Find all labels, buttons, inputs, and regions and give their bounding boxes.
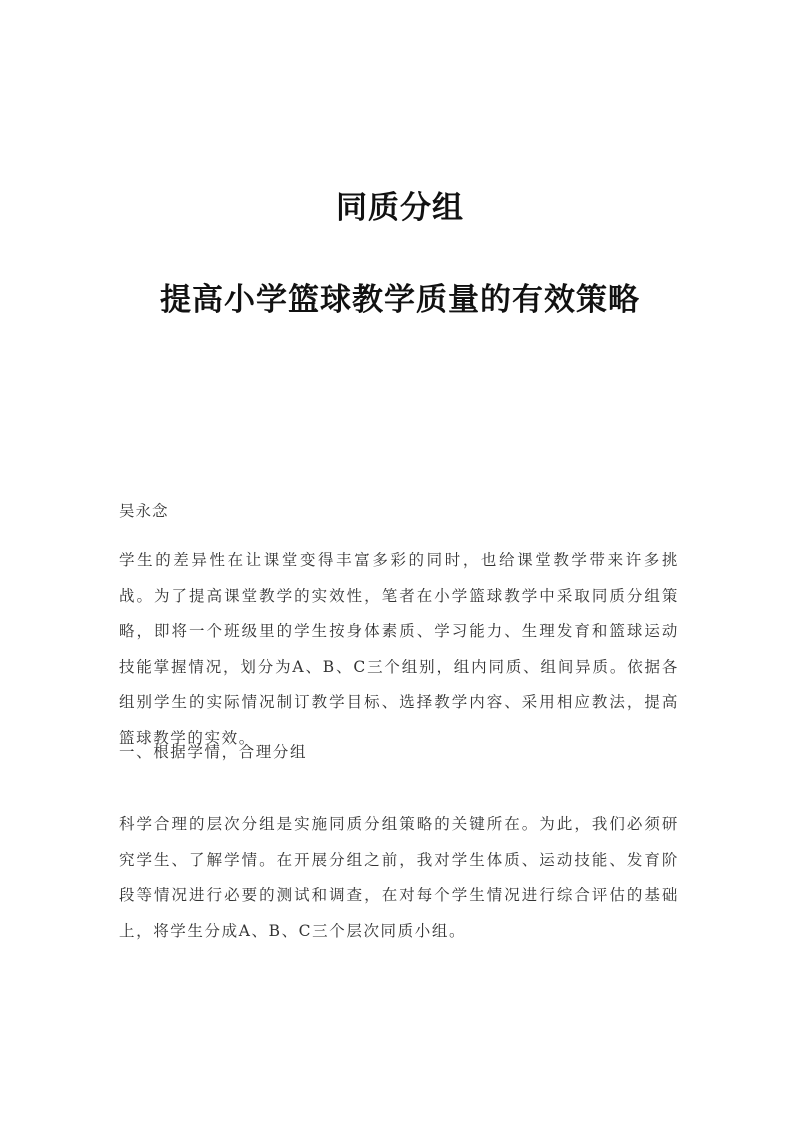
document-title: 同质分组 xyxy=(336,190,464,226)
document-subtitle: 提高小学篮球教学质量的有效策略 xyxy=(160,282,640,318)
section-heading: 一、根据学情，合理分组 xyxy=(119,743,308,761)
paragraph-intro: 学生的差异性在让课堂变得丰富多彩的同时，也给课堂教学带来许多挑战。为了提高课堂教学的实效性，笔者在小学篮球教学中采取同质分组策略，即将一个班级里的学生按身体素质、学习能力、生理发育和篮球运动技能掌握情况，划分为A、B、C三个组别，组内同质、组间异质。依据各组别学生的实际情况制订教学目标、选择教学内容、采用相应教法，提高篮球教学的实效。 xyxy=(119,551,679,747)
author-name: 吴永念 xyxy=(119,502,169,520)
paragraph-section-one: 科学合理的层次分组是实施同质分组策略的关键所在。为此，我们必须研究学生、了解学情。在开展分组之前，我对学生体质、运动技能、发育阶段等情况进行必要的测试和调查，在对每个学生情况进行综合评估的基础上，将学生分成A、B、C三个层次同质小组。 xyxy=(119,815,679,940)
